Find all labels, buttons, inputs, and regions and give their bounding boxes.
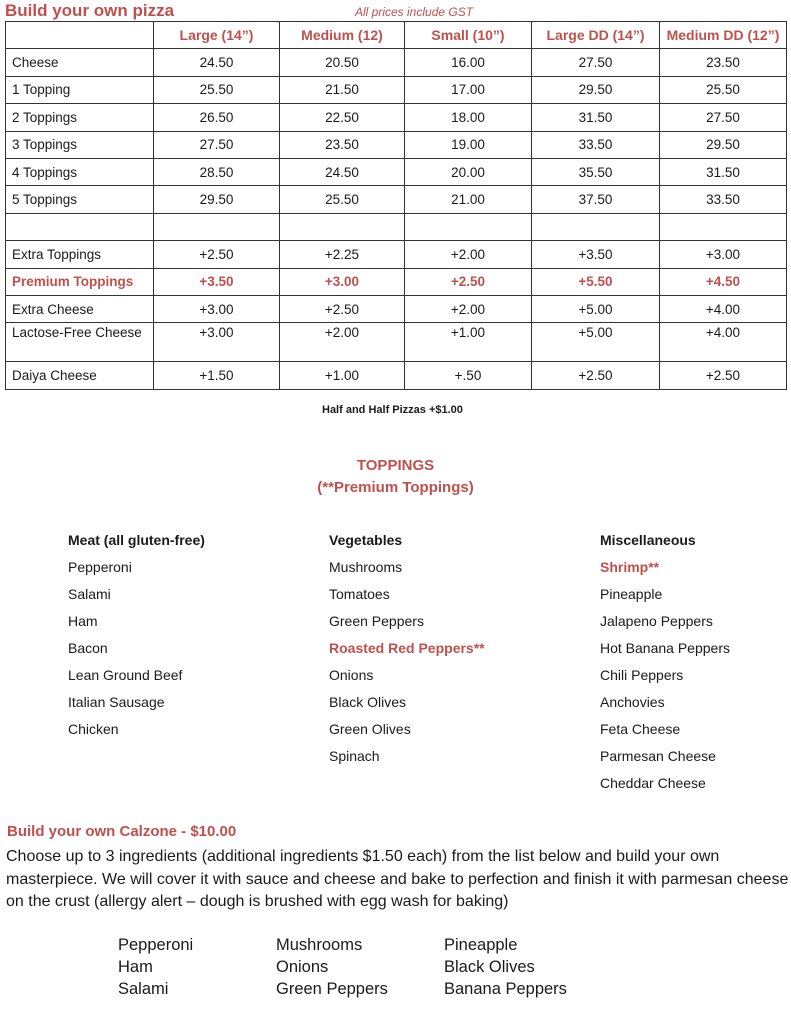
price-cell: +2.50 <box>405 268 532 295</box>
toppings-heading <box>0 455 791 499</box>
price-cell: +2.50 <box>154 241 280 268</box>
price-cell: +3.00 <box>154 323 280 362</box>
price-cell: +4.00 <box>660 323 787 362</box>
price-cell: 35.50 <box>532 158 660 185</box>
list-item: Pepperoni <box>68 559 132 575</box>
toppings-title: TOPPINGS <box>356 457 435 474</box>
price-cell: 18.00 <box>405 104 532 131</box>
list-item: Ham <box>118 958 153 976</box>
price-cell: +2.50 <box>532 362 660 389</box>
price-cell <box>532 213 660 240</box>
table-row <box>6 295 787 322</box>
row-label: Cheese <box>6 49 154 76</box>
price-cell: 25.50 <box>660 76 787 103</box>
toppings-subtitle: (**Premium Toppings) <box>317 479 474 496</box>
list-item: Pineapple <box>600 586 663 602</box>
meat-column <box>68 530 205 746</box>
price-cell: 29.50 <box>660 131 787 158</box>
price-cell: 37.50 <box>532 186 660 213</box>
price-cell: 25.50 <box>280 186 405 213</box>
column-header: Medium DD (12”) <box>660 22 787 49</box>
price-cell: +.50 <box>405 362 532 389</box>
vegetables-heading: Vegetables <box>329 532 403 548</box>
column-header: Medium (12) <box>280 22 405 49</box>
price-cell: 31.50 <box>660 158 787 185</box>
table-row <box>6 362 787 389</box>
price-cell: 27.50 <box>660 104 787 131</box>
list-item: Salami <box>68 586 111 602</box>
row-label: 4 Toppings <box>6 158 154 185</box>
price-cell: +4.00 <box>660 295 787 322</box>
price-cell: 22.50 <box>280 104 405 131</box>
misc-column <box>600 530 730 800</box>
row-label: Lactose-Free Cheese <box>6 323 154 362</box>
premium-list-item: Shrimp** <box>600 559 660 575</box>
list-item: Tomatoes <box>329 586 390 602</box>
price-cell <box>154 213 280 240</box>
list-item: Green Peppers <box>329 613 424 629</box>
row-label: 2 Toppings <box>6 104 154 131</box>
price-cell: 26.50 <box>154 104 280 131</box>
list-item: Anchovies <box>600 694 665 710</box>
price-cell: 33.50 <box>532 131 660 158</box>
price-cell: 27.50 <box>154 131 280 158</box>
list-item: Onions <box>276 958 329 976</box>
price-cell: 28.50 <box>154 158 280 185</box>
table-row <box>6 323 787 362</box>
list-item: Pepperoni <box>118 936 194 954</box>
calzone-column-1 <box>118 934 193 1000</box>
price-cell: +2.50 <box>660 362 787 389</box>
price-cell: +3.00 <box>660 241 787 268</box>
column-header: Large DD (14”) <box>532 22 660 49</box>
pizza-section-title: Build your own pizza <box>5 1 175 20</box>
price-cell <box>660 213 787 240</box>
price-cell: +3.00 <box>280 268 405 295</box>
table-row <box>6 104 787 131</box>
row-label: Daiya Cheese <box>6 362 154 389</box>
spacer-row <box>6 213 787 240</box>
price-cell: 27.50 <box>532 49 660 76</box>
calzone-title: Build your own Calzone - $10.00 <box>7 823 237 840</box>
half-and-half-note: Half and Half Pizzas +$1.00 <box>322 404 463 416</box>
price-cell: +2.25 <box>280 241 405 268</box>
list-item: Mushrooms <box>329 559 403 575</box>
price-cell: 33.50 <box>660 186 787 213</box>
list-item: Pineapple <box>444 936 518 954</box>
table-row <box>6 131 787 158</box>
list-item: Hot Banana Peppers <box>600 640 730 656</box>
price-cell: 20.00 <box>405 158 532 185</box>
price-cell: 24.50 <box>154 49 280 76</box>
list-item: Ham <box>68 613 98 629</box>
table-row <box>6 186 787 213</box>
list-item: Salami <box>118 980 169 998</box>
price-cell: 29.50 <box>154 186 280 213</box>
row-label: 5 Toppings <box>6 186 154 213</box>
row-label <box>6 213 154 240</box>
list-item: Jalapeno Peppers <box>600 613 713 629</box>
table-row <box>6 241 787 268</box>
table-row <box>6 49 787 76</box>
list-item: Chicken <box>68 721 119 737</box>
price-cell: 23.50 <box>280 131 405 158</box>
price-cell: 19.00 <box>405 131 532 158</box>
price-cell: +2.00 <box>405 295 532 322</box>
gst-note: All prices include GST <box>355 5 474 19</box>
premium-list-item: Roasted Red Peppers** <box>329 640 485 656</box>
price-cell: +5.00 <box>532 295 660 322</box>
list-item: Parmesan Cheese <box>600 748 716 764</box>
list-item: Lean Ground Beef <box>68 667 183 683</box>
price-cell: 16.00 <box>405 49 532 76</box>
row-label: Extra Toppings <box>6 241 154 268</box>
list-item: Chili Peppers <box>600 667 684 683</box>
price-cell: 21.00 <box>405 186 532 213</box>
price-cell: +2.00 <box>280 323 405 362</box>
price-cell: +3.00 <box>154 295 280 322</box>
calzone-column-3 <box>444 934 567 1000</box>
price-cell: 25.50 <box>154 76 280 103</box>
price-cell: +2.00 <box>405 241 532 268</box>
calzone-description: Choose up to 3 ingredients (additional ingredients $1.50 each) from the list below and build your own masterpiece. We will cover it with sauce and cheese and bake to perfection and finish it with parmesan cheese on the crust (allergy alert – dough is brushed with egg wash for baking) <box>6 848 789 910</box>
list-item: Italian Sausage <box>68 694 165 710</box>
price-cell: 21.50 <box>280 76 405 103</box>
price-cell: +3.50 <box>154 268 280 295</box>
list-item: Onions <box>329 667 374 683</box>
list-item: Feta Cheese <box>600 721 681 737</box>
row-label: 1 Topping <box>6 76 154 103</box>
price-cell: +1.50 <box>154 362 280 389</box>
price-cell: 17.00 <box>405 76 532 103</box>
list-item: Banana Peppers <box>444 980 567 998</box>
price-cell: +5.00 <box>532 323 660 362</box>
table-row <box>6 76 787 103</box>
list-item: Green Olives <box>329 721 411 737</box>
row-label: 3 Toppings <box>6 131 154 158</box>
column-header: Large (14”) <box>154 22 280 49</box>
price-cell: +1.00 <box>280 362 405 389</box>
list-item: Bacon <box>68 640 108 656</box>
price-cell: 23.50 <box>660 49 787 76</box>
price-cell: 29.50 <box>532 76 660 103</box>
row-label: Premium Toppings <box>6 268 154 295</box>
calzone-column-2 <box>276 934 388 1000</box>
price-cell: 31.50 <box>532 104 660 131</box>
price-cell: +5.50 <box>532 268 660 295</box>
price-cell: +2.50 <box>280 295 405 322</box>
misc-heading: Miscellaneous <box>600 532 696 548</box>
table-row <box>6 158 787 185</box>
price-cell: +3.50 <box>532 241 660 268</box>
price-cell <box>405 213 532 240</box>
price-table-header-row <box>6 22 787 49</box>
price-cell: 24.50 <box>280 158 405 185</box>
list-item: Black Olives <box>329 694 407 710</box>
price-cell: 20.50 <box>280 49 405 76</box>
list-item: Mushrooms <box>276 936 363 954</box>
table-row-premium <box>6 268 787 295</box>
corner-cell <box>6 22 154 49</box>
column-header: Small (10”) <box>405 22 532 49</box>
list-item: Spinach <box>329 748 380 764</box>
list-item: Green Peppers <box>276 980 388 998</box>
price-cell <box>280 213 405 240</box>
price-table <box>5 21 787 390</box>
list-item: Cheddar Cheese <box>600 775 706 791</box>
price-cell: +1.00 <box>405 323 532 362</box>
price-cell: +4.50 <box>660 268 787 295</box>
list-item: Black Olives <box>444 958 535 976</box>
row-label: Extra Cheese <box>6 295 154 322</box>
vegetables-column <box>329 530 485 773</box>
meat-heading: Meat (all gluten-free) <box>68 532 205 548</box>
